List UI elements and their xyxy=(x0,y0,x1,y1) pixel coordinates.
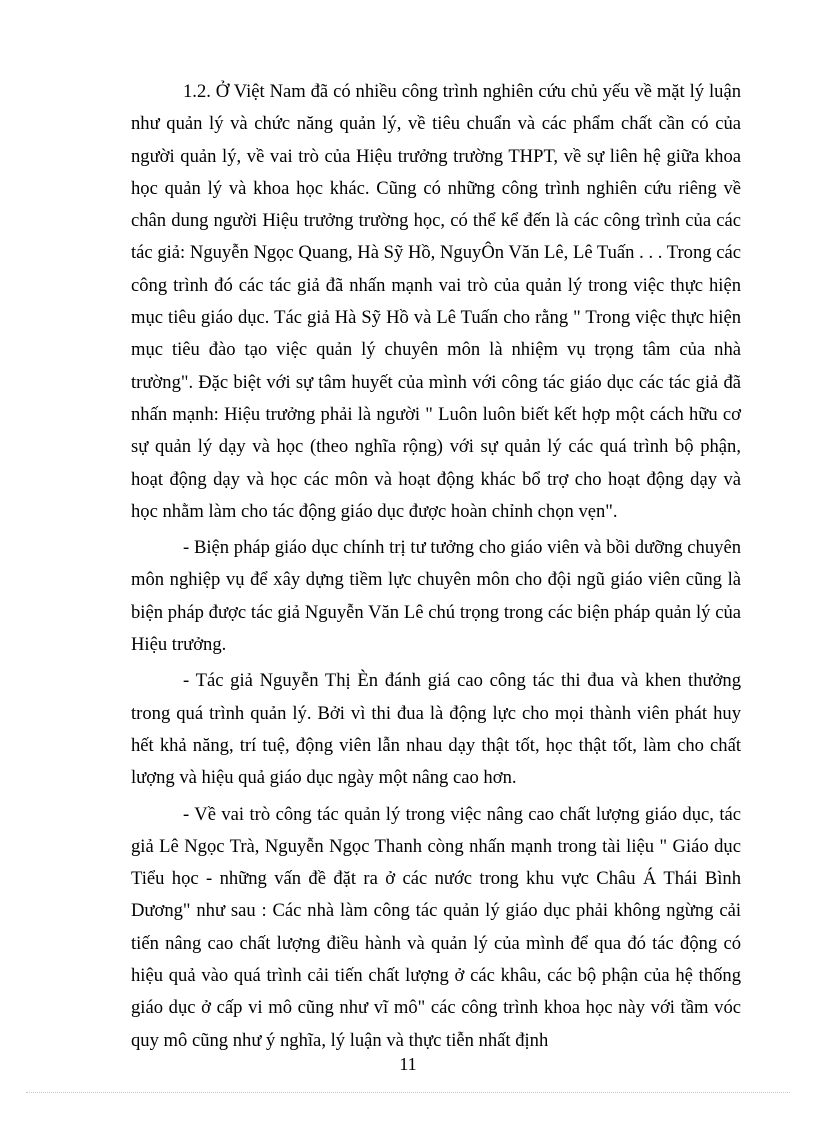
page-bottom-divider xyxy=(26,1092,790,1093)
page-body xyxy=(131,76,741,1061)
paragraph-emulation-reward: - Tác giả Nguyễn Thị Èn đánh giá cao công tác thi đua và khen thưởng trong quá trình quản lý. Bởi vì thi đua là động lực cho mọi thành viên phát huy hết khả năng, trí tuệ, động viên lẫn nhau dạy thật tốt, học thật tốt, làm cho chất lượng và hiệu quả giáo dục ngày một nâng cao hơn. xyxy=(131,670,741,789)
paragraph-research-overview: 1.2. Ở Việt Nam đã có nhiều công trình nghiên cứu chủ yếu về mặt lý luận như quản lý và chức năng quản lý, về tiêu chuẩn và các phẩm chất cần có của người quản lý, về vai trò của Hiệu trưởng trường THPT, về sự liên hệ giữa khoa học quản lý và khoa học khác. Cũng có những công trình nghiên cứu riêng về chân dung người Hiệu trưởng trường học, có thể kể đến là các công trình của các tác giả: Nguyễn Ngọc Quang, Hà Sỹ Hồ, NguyÔn Văn Lê, Lê Tuấn . . . Trong các công trình đó các tác giả đã nhấn mạnh vai trò của quản lý trong việc thực hiện mục tiêu giáo dục. Tác giả Hà Sỹ Hồ và Lê Tuấn cho rằng " Trong việc thực hiện mục tiêu đào tạo việc quản lý chuyên môn là nhiệm vụ trọng tâm của nhà trường". Đặc biệt với sự tâm huyết của mình với công tác giáo dục các tác giả đã nhấn mạnh: Hiệu trưởng phải là người " Luôn luôn biết kết hợp một cách hữu cơ sự quản lý dạy và học (theo nghĩa rộng) với sự quản lý các quá trình bộ phận, hoạt động dạy và học các môn và hoạt động khác bổ trợ cho hoạt động dạy và học nhằm làm cho tác động giáo dục được hoàn chỉnh chọn vẹn". xyxy=(131,81,741,522)
paragraph-management-role: - Về vai trò công tác quản lý trong việc nâng cao chất lượng giáo dục, tác giả Lê Ngọc Trà, Nguyễn Ngọc Thanh còng nhấn mạnh trong tài liệu " Giáo dục Tiểu học - những vấn đề đặt ra ở các nước trong khu vực Châu Á Thái Bình Dương" như sau : Các nhà làm công tác quản lý giáo dục phải không ngừng cải tiến nâng cao chất lượng điều hành và quản lý của mình để qua đó tác động có hiệu quả vào quá trình cải tiến chất lượng ở các khâu, các bộ phận của hệ thống giáo dục ở cấp vi mô cũng như vĩ mô" các công trình khoa học này với tầm vóc quy mô cũng như ý nghĩa, lý luận và thực tiễn nhất định xyxy=(131,803,741,1051)
page-number: 11 xyxy=(399,1054,417,1074)
paragraph-political-education: - Biện pháp giáo dục chính trị tư tưởng cho giáo viên và bồi dưỡng chuyên môn nghiệp vụ để xây dựng tiềm lực chuyên môn cho đội ngũ giáo viên cũng là biện pháp được tác giả Nguyễn Văn Lê chú trọng trong các biện pháp quản lý của Hiệu trưởng. xyxy=(131,537,741,656)
